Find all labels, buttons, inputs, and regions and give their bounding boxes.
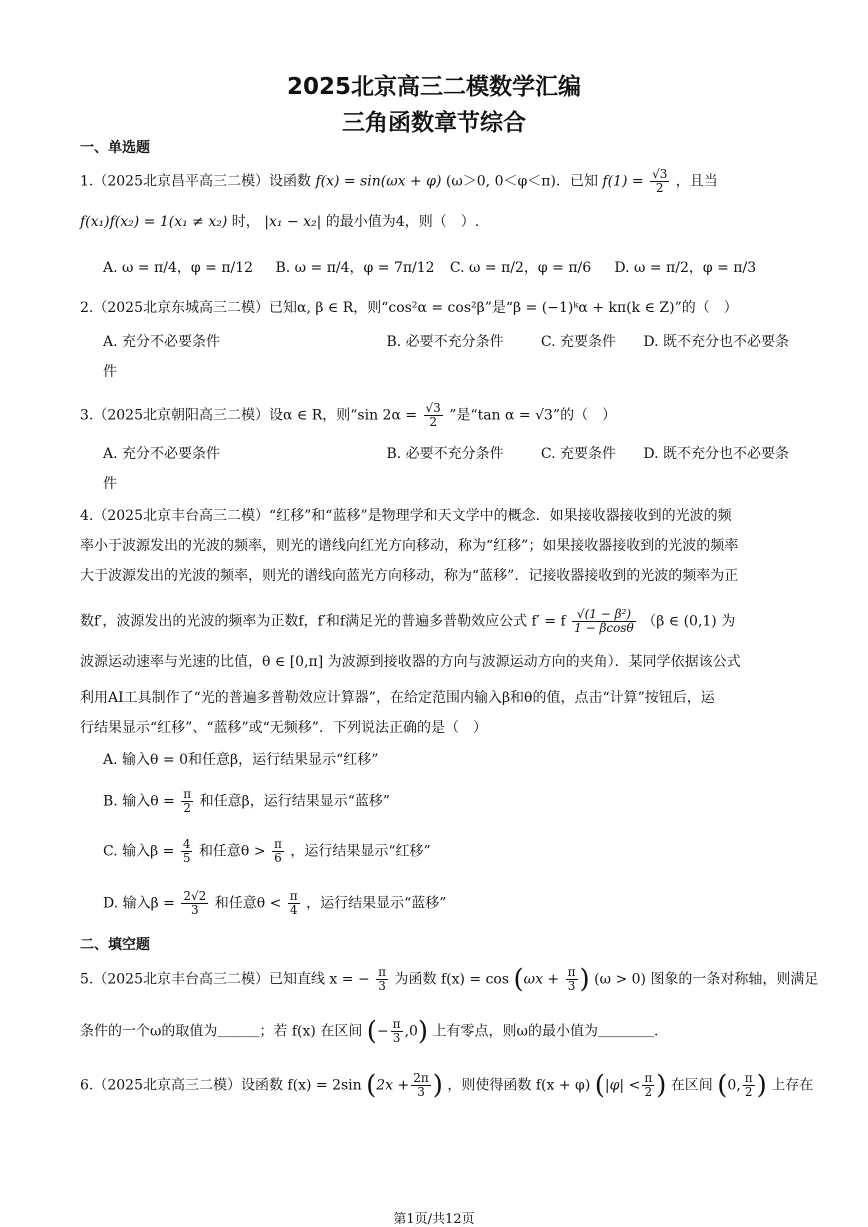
q6-paren-close: ) bbox=[432, 1070, 443, 1101]
q5-arg: ωx + bbox=[523, 971, 560, 988]
page-subtitle: 三角函数章节综合 bbox=[342, 110, 526, 136]
q2-option-c[interactable]: C. 充要条件 bbox=[540, 334, 617, 350]
q1-frac-sqrt3-over-2: $\frac{√3}{2}$ bbox=[652, 167, 668, 195]
q1-abs: |x₁ − x₂| bbox=[264, 214, 322, 230]
q4-option-d-part1: D. 输入β = bbox=[103, 895, 175, 912]
q5-line2a: 条件的一个ω的取值为＿＿＿；若 f(x) 在区间 bbox=[80, 1023, 363, 1040]
q2-stem: 2.（2025北京东城高三二模）已知α, β ∈ R，则“cos²α = cos²β”是“β = (−1)ᵏα + kπ(k ∈ Z)”的（ ） bbox=[80, 300, 738, 316]
q6-interval-zero: 0, bbox=[727, 1077, 741, 1094]
q6-frac-pi-over-2: $\frac{\pi}{2}$ bbox=[644, 1071, 653, 1099]
q4-line3: 大于波源发出的光波的频率，则光的谱线向蓝光方向移动，称为“蓝移”．记接收器接收到的光波的频率为正 bbox=[80, 568, 739, 584]
q4-frac-pi-over-2: $\frac{\pi}{2}$ bbox=[183, 787, 192, 815]
q1-line2b: 的最小值为4，则（ ）. bbox=[325, 214, 480, 230]
q1-tail: ，且当 bbox=[675, 173, 718, 190]
q3-option-d[interactable]: D. 既不充分也不必要条 bbox=[643, 446, 789, 462]
q1-line2 bbox=[80, 212, 792, 232]
q1-option-d[interactable]: D. ω = π/2，φ = π/3 bbox=[614, 260, 757, 276]
q2-option-a[interactable]: A. 充分不必要条件 bbox=[103, 334, 221, 350]
q5-line1c: (ω > 0) 图象的一条对称轴，则满足 bbox=[594, 971, 819, 988]
q4-option-d-part3: ，运行结果显示“蓝移” bbox=[306, 895, 447, 912]
q4-option-c[interactable] bbox=[103, 838, 815, 865]
q4-line6: 利用AI工具制作了“光的普遍多普勒效应计算器”，在给定范围内输入β和θ的值，点击“计算”按钮后，运 bbox=[80, 690, 715, 706]
q2-option-b[interactable]: B. 必要不充分条件 bbox=[386, 334, 504, 350]
q5-line1b: 为函数 f(x) = cos bbox=[394, 971, 510, 988]
q1-option-a[interactable]: A. ω = π/4，φ = π/12 bbox=[103, 260, 254, 276]
q4-option-c-part2: 和任意θ > bbox=[198, 843, 266, 860]
q4-option-b[interactable] bbox=[103, 788, 815, 815]
q3-mid: ”是“tan α = √3”的（ ） bbox=[449, 407, 617, 424]
q2-options bbox=[103, 332, 815, 352]
q2-option-d[interactable]: D. 既不充分也不必要条 bbox=[643, 334, 789, 350]
q5-interval-neg: − bbox=[376, 1023, 389, 1040]
q1-prefix: 1.（2025北京昌平高三二模）设函数 bbox=[80, 173, 311, 190]
q6-frac-2pi-over-3: $\frac{2\pi}{3}$ bbox=[413, 1071, 429, 1099]
q4-line4 bbox=[80, 608, 792, 635]
q6-interval-open: ( bbox=[717, 1070, 728, 1101]
q5-frac-pi-over-3-c: $\frac{\pi}{3}$ bbox=[392, 1017, 401, 1045]
q4-line4a: 数f′，波源发出的光波的频率为正数f，f′和f满足光的普遍多普勒效应公式 f′ = f bbox=[80, 613, 566, 630]
q1-given: f(1) = bbox=[602, 173, 644, 190]
q5-interval-close: ) bbox=[417, 1016, 429, 1047]
q1-option-b[interactable]: B. ω = π/4，φ = 7π/12 bbox=[275, 260, 435, 276]
q4-option-b-part2: 和任意β，运行结果显示“蓝移” bbox=[199, 793, 391, 810]
q6-arg: 2x + bbox=[376, 1077, 410, 1094]
q5-line2 bbox=[80, 1018, 792, 1045]
q6-cond: |φ| < bbox=[604, 1077, 641, 1094]
q6-paren-open: ( bbox=[366, 1070, 377, 1101]
q4-option-b-part1: B. 输入θ = bbox=[103, 793, 175, 810]
q5-paren-open: ( bbox=[513, 964, 524, 995]
q3-stem bbox=[80, 402, 792, 429]
q1-condition: (ω＞0, 0＜φ＜π)．已知 bbox=[445, 173, 598, 190]
q3-option-a[interactable]: A. 充分不必要条件 bbox=[103, 446, 221, 462]
q3-option-b[interactable]: B. 必要不充分条件 bbox=[386, 446, 504, 462]
q5-interval-open: ( bbox=[366, 1016, 377, 1047]
q4-line5: 波源运动速率与光速的比值，θ ∈ [0,π] 为波源到接收器的方向与波源运动方向的夹角）．某同学依据该公式 bbox=[80, 654, 741, 670]
page-title: 2025北京高三二模数学汇编 bbox=[286, 74, 581, 100]
q4-option-d-part2: 和任意θ < bbox=[214, 895, 282, 912]
q3-frac-sqrt3-over-2: $\frac{√3}{2}$ bbox=[425, 401, 441, 429]
q4-frac-2sqrt2-over-3: $\frac{2√2}{3}$ bbox=[183, 889, 207, 917]
q6-line1 bbox=[80, 1070, 814, 1101]
q6-line1d: 上存在 bbox=[771, 1077, 814, 1094]
q1-line1 bbox=[80, 168, 792, 195]
q3-option-c[interactable]: C. 充要条件 bbox=[540, 446, 617, 462]
q5-frac-pi-over-3: $\frac{\pi}{3}$ bbox=[378, 965, 387, 993]
q1-options bbox=[103, 258, 815, 278]
section-fill-blank: 二、填空题 bbox=[80, 937, 150, 953]
q6-interval-close: ) bbox=[756, 1070, 767, 1101]
q5-frac-pi-over-3-b: $\frac{\pi}{3}$ bbox=[567, 965, 576, 993]
q4-line4b: （β ∈ (0,1) 为 bbox=[642, 613, 736, 630]
q6-cond-close: ) bbox=[656, 1070, 667, 1101]
q2-wrap: 件 bbox=[103, 364, 117, 380]
q5-paren-close: ) bbox=[579, 964, 590, 995]
q3-wrap: 件 bbox=[103, 476, 117, 492]
q4-option-d[interactable] bbox=[103, 890, 815, 917]
q5-line2b: 上有零点，则ω的最小值为＿＿＿＿． bbox=[432, 1023, 668, 1040]
section-single-choice: 一、单选题 bbox=[80, 140, 150, 156]
q6-cond-open: ( bbox=[594, 1070, 605, 1101]
q6-frac-pi-over-2-b: $\frac{\pi}{2}$ bbox=[744, 1071, 753, 1099]
q4-option-c-part1: C. 输入β = bbox=[103, 843, 175, 860]
q4-line1: 4.（2025北京丰台高三二模）“红移”和“蓝移”是物理学和天文学中的概念．如果接收器接收到的光波的频 bbox=[80, 508, 732, 524]
q1-line2a: 时， bbox=[231, 214, 260, 230]
q4-frac-pi-over-6: $\frac{\pi}{6}$ bbox=[274, 837, 282, 865]
q5-line1a: 5.（2025北京丰台高三二模）已知直线 x = − bbox=[80, 971, 370, 988]
q3-prefix: 3.（2025北京朝阳高三二模）设α ∈ R，则“sin 2α = bbox=[80, 407, 418, 424]
q4-frac-4-over-5: $\frac{4}{5}$ bbox=[182, 837, 191, 865]
q6-line1c: 在区间 bbox=[670, 1077, 713, 1094]
q3-options bbox=[103, 444, 815, 464]
q4-line7: 行结果显示“红移”、“蓝移”或“无频移”．下列说法正确的是（ ） bbox=[80, 720, 487, 736]
q1-product: f(x₁)f(x₂) = 1(x₁ ≠ x₂) bbox=[80, 214, 228, 230]
q6-line1a: 6.（2025北京高三二模）设函数 f(x) = 2sin bbox=[80, 1077, 362, 1094]
page-footer: 第1页/共12页 bbox=[393, 1212, 475, 1227]
q4-option-c-part3: ，运行结果显示“红移” bbox=[290, 843, 431, 860]
q4-frac-pi-over-4: $\frac{\pi}{4}$ bbox=[289, 889, 298, 917]
q6-line1b: ，则使得函数 f(x + φ) bbox=[447, 1077, 591, 1094]
q5-interval-zero: ,0 bbox=[404, 1023, 418, 1040]
q4-line2: 率小于波源发出的光波的频率，则光的谱线向红光方向移动，称为“红移”；如果接收器接收到的光波的频率 bbox=[80, 538, 739, 554]
q1-function: f(x) = sin(ωx + φ) bbox=[315, 173, 442, 190]
q5-line1 bbox=[80, 964, 819, 995]
q1-option-c[interactable]: C. ω = π/2，φ = π/6 bbox=[449, 260, 592, 276]
q4-doppler-formula: $\frac{\text{√(1 − β²)}}{1 - \beta\cos\theta}$ bbox=[574, 607, 634, 635]
q4-option-a[interactable]: A. 输入θ = 0和任意β，运行结果显示“红移” bbox=[103, 752, 379, 768]
